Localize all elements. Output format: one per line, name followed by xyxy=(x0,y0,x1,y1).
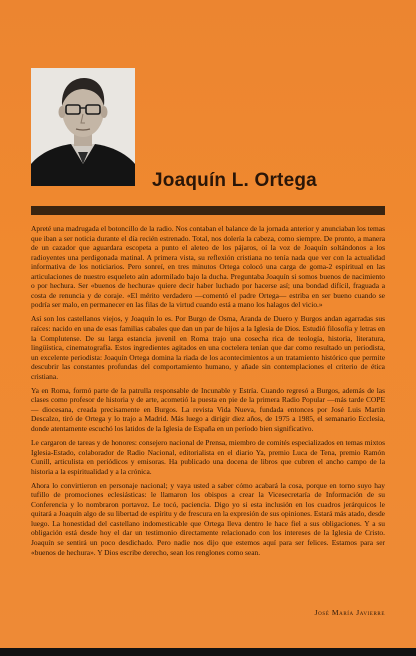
paragraph: Le cargaron de tareas y de honores: consejero nacional de Prensa, miembro de comités especializados en temas mixtos Iglesia-Estado, colaborador de Radio Nacional, editorialista en el diario Ya, premio Luca de Tena, premio Ramón Cunill, articulista en periódicos y emisoras. Ha publicado una docena de libros que cubren el ancho campo de la historia a la espiritualidad y a la crónica. xyxy=(31,437,385,476)
paragraph: Ahora lo convirtieron en personaje nacional; y vaya usted a saber cómo acabará la cosa, porque en torno suyo hay tufillo de promociones eclesiásticas: le llamaron los obispos a crear la Vicesecretaría de Información de su Conferencia y lo nombraron portavoz. Le tocó, paciencia. Digo yo si esta inclusión en los cuadros jerárquicos le quitará a Joaquín algo de su libertad de espíritu y de frescura en la expresión de sus opiniones. Estará más atado, desde luego. La honestidad del castellano indomesticable que Ortega lleva dentro le hace fiel a sus obligaciones. Y a su obligación está desde hoy el dar un testimonio directamente relacionado con los intereses de la Iglesia de Cristo. Joaquín se sentirá un poco desdichado. Pero nadie nos dijo que estemos aquí para ser felices. Estamos para ser «buenos de hechura». Y Dios escribe derecho, sean los renglones como sean. xyxy=(31,480,385,557)
author-photo xyxy=(31,68,135,186)
body-text xyxy=(31,224,385,562)
paragraph: Así son los castellanos viejos, y Joaquín lo es. Por Burgo de Osma, Aranda de Duero y Burgos andan agarradas sus raíces: nacido en una de esas familias cabales que dan un par de hijos a la Iglesia de Dios. Estudió filosofía y letras en la Complutense. De su larga estancia juvenil en Roma trajo una cosecha rica de teología, historia, literatura, lingüística, cinematografía. Estos ingredientes agitados en una coctelera tenían que dar como resultado un periodista, un excelente periodista: Joaquín Ortega domina la riada de los acontecimientos a un tratamiento histórico que permite descubrir las constantes profundas del comportamiento humano, y añade sin contemplaciones el criterio de ética cristiana. xyxy=(31,314,385,381)
paragraph: Apreté una madrugada el botoncillo de la radio. Nos contaban el balance de la jornada anterior y anunciaban los temas que iban a ser noticia durante el día recién estrenado. Total, nos dolería la cabeza, como siempre. De pronto, a manera de un cazador que aguardara escopeta a punto el aleteo de los pájaros, oí la voz de Joaquín soltándonos a los radioyentes una perdigonada matinal. A primera vista, su reflexión cristiana no tenía nada que ver con la actualidad informativa de los noticiarios. Pero sonreí, en tres minutos Ortega colocó una carga de goma-2 espiritual en las articulaciones de nuestro esqueleto aún adormilado bajo la ducha. Preguntaba Joaquín si somos buenos de nacimiento o por hechura. Ser «buenos de hechura» quiere decir haber luchado por hacerse así; una bondad difícil, fraguada a costa de renuncia y de coraje. «El mérito verdadero —comentó el padre Ortega— estriba en ser bueno cuando se podría ser malo, en permanecer en las filas de la virtud cuando está a mano los halagos del vicio.» xyxy=(31,224,385,310)
author-portrait-image xyxy=(31,68,135,186)
signature: José María Javierre xyxy=(314,608,385,617)
paragraph: Ya en Roma, formó parte de la patrulla responsable de Incunable y Estría. Cuando regresó a Burgos, además de las clases como profesor de historia y de arte, acometió la puesta en pie de la primera Radio Popular —más tarde COPE— diocesana, creada precisamente en Burgos. La revista Vida Nueva, fundada entonces por José Luis Martín Descalzo, tiró de Ortega y lo trajo a Madrid. Más luego a dirigir diez años, de 1975 a 1985, el semanario Ecclesia, donde atentamente escuchó los latidos de la Iglesia de España en un período bien significativo. xyxy=(31,385,385,433)
author-name: Joaquín L. Ortega xyxy=(152,170,317,191)
bottom-edge xyxy=(0,648,416,656)
divider-bar xyxy=(31,206,385,215)
